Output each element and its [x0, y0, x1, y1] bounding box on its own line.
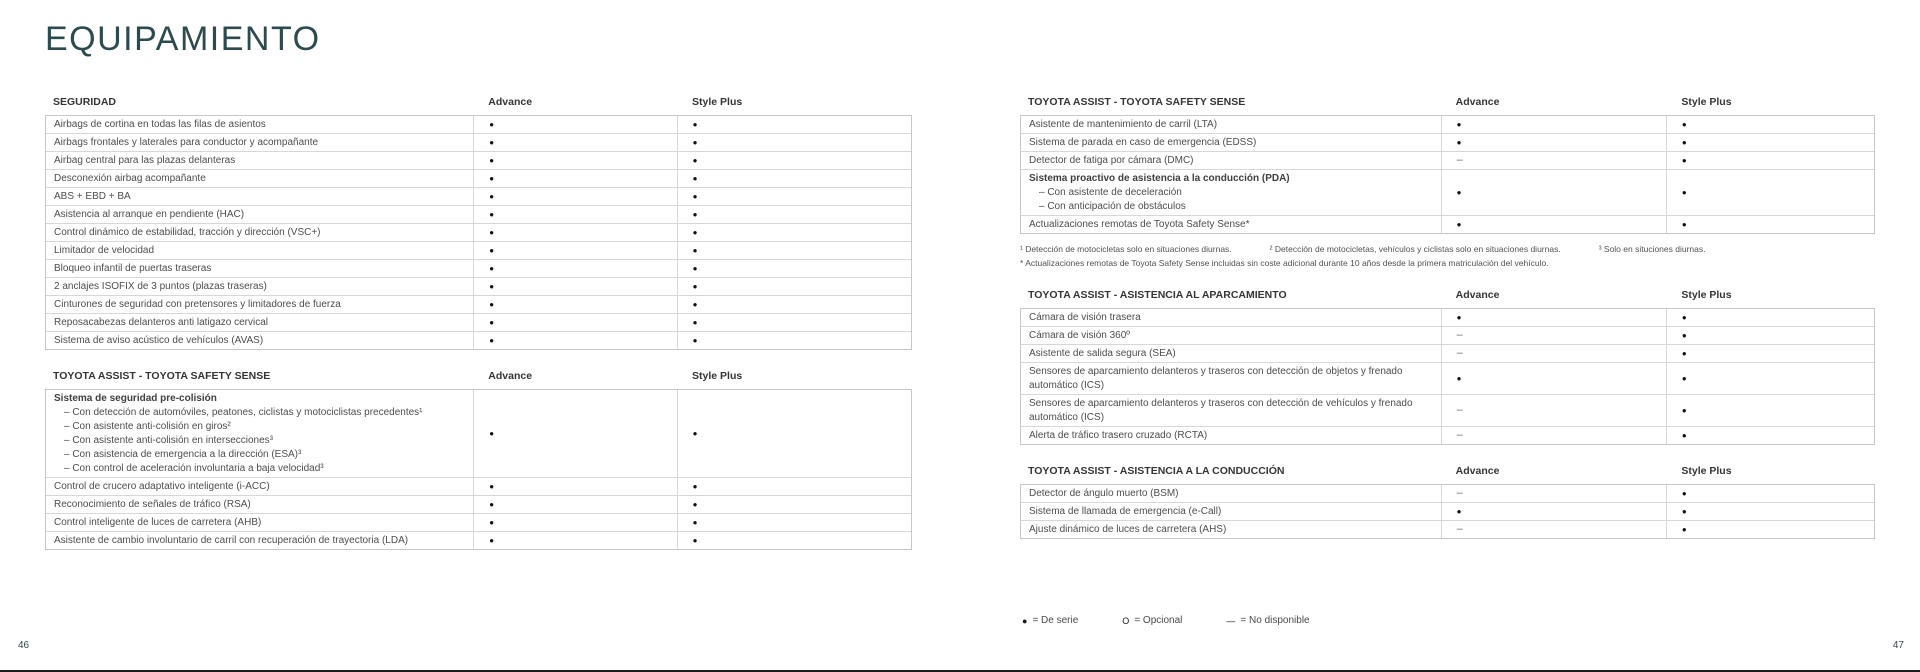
value-cell	[473, 116, 676, 133]
value-cell	[1441, 395, 1666, 426]
feature-cell	[46, 390, 473, 477]
feature-cell	[46, 206, 473, 223]
feature-name: Bloqueo infantil de puertas traseras	[54, 262, 212, 274]
table-row	[46, 331, 911, 349]
table-row	[46, 390, 911, 477]
feature-name: Actualizaciones remotas de Toyota Safety Sense*	[1029, 218, 1250, 230]
feature-cell	[1021, 363, 1441, 394]
table-row	[46, 133, 911, 151]
legend-item	[1226, 615, 1309, 626]
feature-cell	[1021, 327, 1441, 344]
feature-cell	[46, 188, 473, 205]
standard-dot-icon: ●	[1456, 312, 1462, 322]
feature-name: Sistema de aviso acústico de vehículos (AVAS)	[54, 334, 264, 346]
feature-cell	[1021, 395, 1441, 426]
table-row	[46, 259, 911, 277]
standard-dot-icon: ●	[692, 499, 698, 509]
feature-cell	[46, 134, 473, 151]
standard-dot-icon: ●	[692, 119, 698, 129]
page-left	[45, 0, 912, 672]
value-cell	[677, 332, 911, 349]
value-cell	[1441, 345, 1666, 362]
table-row	[46, 313, 911, 331]
not-available-dash-icon: –	[1456, 404, 1463, 416]
value-cell	[473, 242, 676, 259]
section-header	[1020, 289, 1875, 301]
value-cell	[1666, 327, 1874, 344]
column-header-advance: Advance	[1455, 465, 1500, 477]
column-header-advance: Advance	[488, 96, 533, 108]
table-row	[1021, 520, 1874, 538]
table-row	[46, 187, 911, 205]
feature-name: Sensores de aparcamiento delanteros y traseros con detección de objetos y frenado automático (ICS)	[1029, 365, 1403, 391]
value-cell	[1441, 327, 1666, 344]
table-row	[1021, 502, 1874, 520]
table-row	[46, 205, 911, 223]
feature-subitem: – Con asistente de deceleración	[1039, 186, 1182, 198]
value-cell	[1666, 485, 1874, 502]
feature-name: Control dinámico de estabilidad, tracción y dirección (VSC+)	[54, 226, 321, 238]
feature-name: Cámara de visión trasera	[1029, 311, 1141, 323]
standard-dot-icon: ●	[489, 335, 495, 345]
feature-cell	[1021, 309, 1441, 326]
value-cell	[473, 134, 676, 151]
feature-name: Reconocimiento de señales de tráfico (RSA)	[54, 498, 251, 510]
legend-symbol: ●	[1022, 615, 1028, 626]
standard-dot-icon: ●	[1681, 430, 1687, 440]
value-cell	[677, 278, 911, 295]
value-cell	[677, 170, 911, 187]
feature-cell	[1021, 116, 1441, 133]
page-title: EQUIPAMIENTO	[45, 20, 321, 58]
standard-dot-icon: ●	[1681, 312, 1687, 322]
standard-dot-icon: ●	[489, 535, 495, 545]
feature-name: Sistema de seguridad pre-colisión	[54, 392, 217, 404]
value-cell	[1441, 116, 1666, 133]
standard-dot-icon: ●	[1681, 488, 1687, 498]
table-row	[46, 513, 911, 531]
table-row	[1021, 309, 1874, 326]
feature-cell	[46, 260, 473, 277]
value-cell	[677, 188, 911, 205]
feature-subitem: – Con asistente anti-colisión en giros²	[64, 420, 231, 432]
value-cell	[473, 206, 676, 223]
feature-cell	[46, 532, 473, 549]
spec-section	[1020, 289, 1875, 445]
value-cell	[1666, 216, 1874, 233]
column-header-advance: Advance	[1455, 289, 1500, 301]
standard-dot-icon: ●	[692, 209, 698, 219]
value-cell	[677, 260, 911, 277]
feature-name: Reposacabezas delanteros anti latigazo cervical	[54, 316, 269, 328]
feature-name: Sensores de aparcamiento delanteros y traseros con detección de vehículos y frenado automático (ICS)	[1029, 397, 1413, 423]
value-cell	[677, 206, 911, 223]
feature-name: Limitador de velocidad	[54, 244, 155, 256]
value-cell	[1666, 309, 1874, 326]
feature-name: 2 anclajes ISOFIX de 3 puntos (plazas traseras)	[54, 280, 267, 292]
value-cell	[1441, 363, 1666, 394]
legend-item	[1122, 615, 1182, 626]
standard-dot-icon: ●	[692, 137, 698, 147]
standard-dot-icon: ●	[489, 517, 495, 527]
feature-cell	[46, 332, 473, 349]
table-row	[1021, 426, 1874, 444]
spec-table	[1020, 308, 1875, 445]
value-cell	[473, 496, 676, 513]
standard-dot-icon: ●	[489, 299, 495, 309]
value-cell	[1441, 521, 1666, 538]
feature-cell	[1021, 345, 1441, 362]
standard-dot-icon: ●	[489, 245, 495, 255]
table-row	[1021, 344, 1874, 362]
value-cell	[473, 152, 676, 169]
standard-dot-icon: ●	[1681, 348, 1687, 358]
feature-name: Alerta de tráfico trasero cruzado (RCTA)	[1029, 429, 1208, 441]
standard-dot-icon: ●	[489, 281, 495, 291]
value-cell	[1441, 216, 1666, 233]
value-cell	[1441, 309, 1666, 326]
standard-dot-icon: ●	[1681, 524, 1687, 534]
standard-dot-icon: ●	[489, 119, 495, 129]
value-cell	[1666, 152, 1874, 169]
standard-dot-icon: ●	[692, 517, 698, 527]
feature-cell	[46, 314, 473, 331]
section-header	[45, 370, 912, 382]
table-row	[46, 241, 911, 259]
right-tables-area	[1020, 96, 1875, 539]
standard-dot-icon: ●	[489, 191, 495, 201]
feature-subitem: – Con anticipación de obstáculos	[1039, 200, 1186, 212]
value-cell	[1666, 170, 1874, 215]
standard-dot-icon: ●	[692, 299, 698, 309]
feature-cell	[46, 496, 473, 513]
page-number-left: 46	[18, 640, 30, 651]
table-row	[46, 477, 911, 495]
value-cell	[1441, 170, 1666, 215]
standard-dot-icon: ●	[692, 227, 698, 237]
spec-section	[1020, 96, 1875, 269]
value-cell	[1441, 503, 1666, 520]
feature-name: Desconexión airbag acompañante	[54, 172, 206, 184]
standard-dot-icon: ●	[1456, 137, 1462, 147]
feature-cell	[1021, 216, 1441, 233]
standard-dot-icon: ●	[489, 209, 495, 219]
standard-dot-icon: ●	[1456, 219, 1462, 229]
footnote-line	[1020, 243, 1875, 255]
value-cell	[677, 242, 911, 259]
table-row	[46, 116, 911, 133]
standard-dot-icon: ●	[692, 281, 698, 291]
column-header-style-plus: Style Plus	[1681, 96, 1732, 108]
table-row	[46, 223, 911, 241]
feature-name: Asistente de cambio involuntario de carril con recuperación de trayectoria (LDA)	[54, 534, 409, 546]
standard-dot-icon: ●	[489, 155, 495, 165]
feature-cell	[46, 170, 473, 187]
value-cell	[473, 224, 676, 241]
not-available-dash-icon: –	[1456, 429, 1463, 441]
table-row	[1021, 485, 1874, 502]
standard-dot-icon: ●	[1681, 330, 1687, 340]
footnotes-block	[1020, 243, 1875, 269]
table-row	[1021, 362, 1874, 394]
not-available-dash-icon: –	[1456, 347, 1463, 359]
section-header	[1020, 96, 1875, 108]
spec-table	[45, 389, 912, 550]
section-title: TOYOTA ASSIST - ASISTENCIA A LA CONDUCCIÓN	[1028, 465, 1285, 477]
value-cell	[473, 278, 676, 295]
value-cell	[1441, 152, 1666, 169]
table-row	[1021, 169, 1874, 215]
page-right	[1020, 0, 1875, 672]
feature-name: Airbag central para las plazas delanteras	[54, 154, 236, 166]
value-cell	[677, 496, 911, 513]
value-cell	[1666, 345, 1874, 362]
value-cell	[473, 532, 676, 549]
column-header-style-plus: Style Plus	[692, 370, 743, 382]
value-cell	[473, 188, 676, 205]
standard-dot-icon: ●	[1681, 506, 1687, 516]
standard-dot-icon: ●	[1681, 373, 1687, 383]
standard-dot-icon: ●	[1456, 119, 1462, 129]
feature-name: Airbags de cortina en todas las filas de asientos	[54, 118, 266, 130]
value-cell	[473, 260, 676, 277]
standard-dot-icon: ●	[1681, 405, 1687, 415]
footnote-item: * Actualizaciones remotas de Toyota Safety Sense incluidas sin coste adicional durante 10 años desde la primera matriculación del vehículo.	[1020, 258, 1549, 268]
value-cell	[473, 296, 676, 313]
standard-dot-icon: ●	[692, 173, 698, 183]
feature-name: Cámara de visión 360º	[1029, 329, 1130, 341]
standard-dot-icon: ●	[692, 155, 698, 165]
value-cell	[473, 314, 676, 331]
value-cell	[677, 514, 911, 531]
standard-dot-icon: ●	[489, 263, 495, 273]
column-header-style-plus: Style Plus	[692, 96, 743, 108]
legend-text: = Opcional	[1134, 615, 1183, 626]
page-number-right: 47	[1892, 640, 1904, 651]
section-header	[1020, 465, 1875, 477]
feature-subitem: – Con asistencia de emergencia a la dirección (ESA)³	[64, 448, 302, 460]
feature-name: Sistema de parada en caso de emergencia (EDSS)	[1029, 136, 1257, 148]
section-title: TOYOTA ASSIST - ASISTENCIA AL APARCAMIENTO	[1028, 289, 1287, 301]
feature-cell	[1021, 485, 1441, 502]
feature-cell	[1021, 427, 1441, 444]
table-row	[1021, 133, 1874, 151]
column-header-advance: Advance	[1455, 96, 1500, 108]
value-cell	[677, 390, 911, 477]
left-tables-area	[45, 96, 912, 550]
value-cell	[1441, 427, 1666, 444]
footnote-item: ¹ Detección de motocicletas solo en situaciones diurnas.	[1020, 244, 1232, 254]
spec-section	[1020, 465, 1875, 539]
value-cell	[677, 224, 911, 241]
value-cell	[1666, 116, 1874, 133]
feature-cell	[46, 242, 473, 259]
value-cell	[1666, 521, 1874, 538]
standard-dot-icon: ●	[1681, 137, 1687, 147]
value-cell	[473, 170, 676, 187]
feature-name: Asistente de salida segura (SEA)	[1029, 347, 1176, 359]
feature-cell	[1021, 503, 1441, 520]
value-cell	[1441, 485, 1666, 502]
standard-dot-icon: ●	[1681, 187, 1687, 197]
feature-cell	[1021, 521, 1441, 538]
value-cell	[1441, 134, 1666, 151]
section-title: TOYOTA ASSIST - TOYOTA SAFETY SENSE	[53, 370, 271, 382]
value-cell	[677, 532, 911, 549]
table-row	[46, 495, 911, 513]
feature-name: Detector de fatiga por cámara (DMC)	[1029, 154, 1194, 166]
value-cell	[1666, 363, 1874, 394]
standard-dot-icon: ●	[1681, 155, 1687, 165]
standard-dot-icon: ●	[1456, 506, 1462, 516]
feature-cell	[46, 296, 473, 313]
feature-name: Control inteligente de luces de carretera (AHB)	[54, 516, 262, 528]
legend-symbol: —	[1226, 615, 1236, 626]
standard-dot-icon: ●	[489, 137, 495, 147]
feature-cell	[1021, 152, 1441, 169]
standard-dot-icon: ●	[692, 335, 698, 345]
value-cell	[677, 134, 911, 151]
value-cell	[473, 390, 676, 477]
feature-name: Asistente de mantenimiento de carril (LTA)	[1029, 118, 1218, 130]
feature-name: Cinturones de seguridad con pretensores y limitadores de fuerza	[54, 298, 341, 310]
table-row	[46, 169, 911, 187]
standard-dot-icon: ●	[692, 317, 698, 327]
not-available-dash-icon: –	[1456, 329, 1463, 341]
spec-table	[45, 115, 912, 350]
spec-section	[45, 96, 912, 350]
feature-cell	[46, 116, 473, 133]
value-cell	[677, 478, 911, 495]
column-header-style-plus: Style Plus	[1681, 289, 1732, 301]
table-row	[46, 295, 911, 313]
standard-dot-icon: ●	[489, 481, 495, 491]
value-cell	[473, 332, 676, 349]
feature-subitem: – Con detección de automóviles, peatones, ciclistas y motociclistas precedentes¹	[64, 406, 423, 418]
feature-name: Sistema proactivo de asistencia a la conducción (PDA)	[1029, 172, 1290, 184]
value-cell	[677, 314, 911, 331]
standard-dot-icon: ●	[692, 428, 698, 438]
table-row	[46, 151, 911, 169]
standard-dot-icon: ●	[1681, 119, 1687, 129]
section-title: TOYOTA ASSIST - TOYOTA SAFETY SENSE	[1028, 96, 1246, 108]
legend-text: = No disponible	[1240, 615, 1310, 626]
table-row	[46, 277, 911, 295]
column-header-style-plus: Style Plus	[1681, 465, 1732, 477]
standard-dot-icon: ●	[692, 245, 698, 255]
feature-cell	[46, 278, 473, 295]
spec-table	[1020, 484, 1875, 539]
value-cell	[1666, 395, 1874, 426]
feature-name: ABS + EBD + BA	[54, 190, 131, 202]
feature-name: Control de crucero adaptativo inteligente (i-ACC)	[54, 480, 270, 492]
feature-cell	[1021, 134, 1441, 151]
feature-cell	[46, 514, 473, 531]
standard-dot-icon: ●	[1681, 219, 1687, 229]
feature-name: Asistencia al arranque en pendiente (HAC)	[54, 208, 245, 220]
feature-name: Detector de ángulo muerto (BSM)	[1029, 487, 1179, 499]
standard-dot-icon: ●	[489, 227, 495, 237]
table-row	[1021, 116, 1874, 133]
standard-dot-icon: ●	[489, 499, 495, 509]
feature-cell	[46, 152, 473, 169]
feature-subitem: – Con control de aceleración involuntaria a baja velocidad³	[64, 462, 324, 474]
standard-dot-icon: ●	[489, 173, 495, 183]
legend-symbol: O	[1122, 615, 1130, 626]
standard-dot-icon: ●	[489, 428, 495, 438]
table-row	[46, 531, 911, 549]
value-cell	[1666, 503, 1874, 520]
section-header	[45, 96, 912, 108]
value-cell	[677, 296, 911, 313]
footnote-item: ³ Solo en situciones diurnas.	[1598, 244, 1706, 254]
legend-text: = De serie	[1032, 615, 1079, 626]
value-cell	[1666, 134, 1874, 151]
not-available-dash-icon: –	[1456, 154, 1463, 166]
legend	[1022, 615, 1310, 626]
value-cell	[677, 152, 911, 169]
legend-item	[1022, 615, 1078, 626]
value-cell	[677, 116, 911, 133]
feature-name: Sistema de llamada de emergencia (e-Call)	[1029, 505, 1222, 517]
standard-dot-icon: ●	[692, 481, 698, 491]
feature-name: Airbags frontales y laterales para conductor y acompañante	[54, 136, 319, 148]
standard-dot-icon: ●	[692, 191, 698, 201]
feature-name: Ajuste dinámico de luces de carretera (AHS)	[1029, 523, 1227, 535]
footnote-item: ² Detección de motocicletas, vehículos y ciclistas solo en situaciones diurnas.	[1269, 244, 1561, 254]
spec-table	[1020, 115, 1875, 234]
standard-dot-icon: ●	[692, 535, 698, 545]
feature-subitem: – Con asistente anti-colisión en intersecciones³	[64, 434, 273, 446]
value-cell	[473, 514, 676, 531]
table-row	[1021, 326, 1874, 344]
table-row	[1021, 151, 1874, 169]
not-available-dash-icon: –	[1456, 523, 1463, 535]
value-cell	[473, 478, 676, 495]
spec-section	[45, 370, 912, 550]
column-header-advance: Advance	[488, 370, 533, 382]
not-available-dash-icon: –	[1456, 487, 1463, 499]
section-title: SEGURIDAD	[53, 96, 117, 108]
value-cell	[1666, 427, 1874, 444]
feature-cell	[46, 224, 473, 241]
standard-dot-icon: ●	[1456, 187, 1462, 197]
table-row	[1021, 215, 1874, 233]
standard-dot-icon: ●	[692, 263, 698, 273]
feature-cell	[46, 478, 473, 495]
standard-dot-icon: ●	[1456, 373, 1462, 383]
standard-dot-icon: ●	[489, 317, 495, 327]
table-row	[1021, 394, 1874, 426]
feature-cell	[1021, 170, 1441, 215]
